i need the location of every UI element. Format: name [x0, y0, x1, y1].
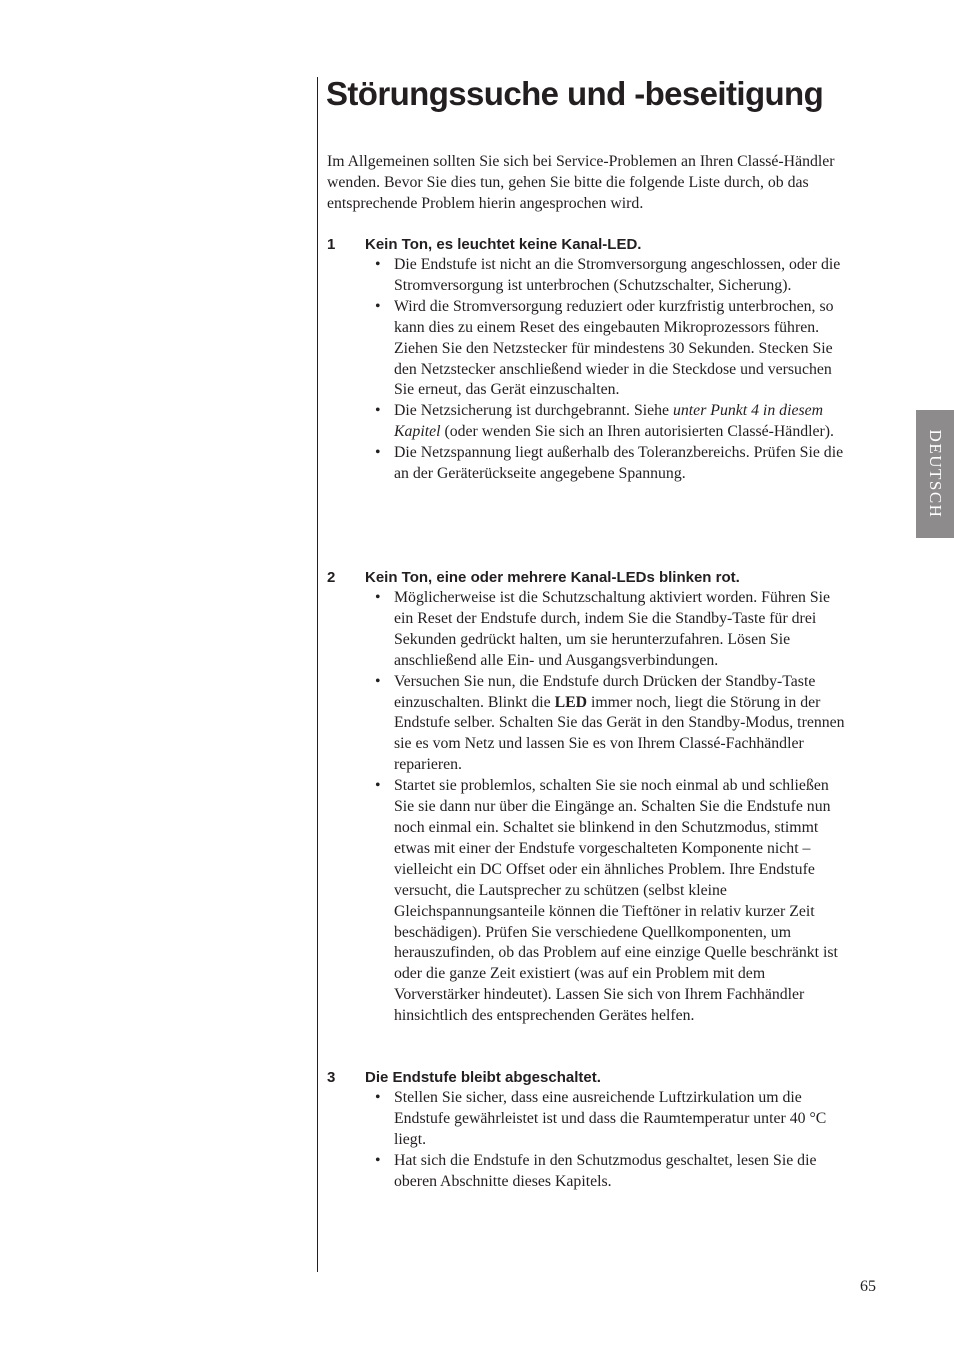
bullet-icon: • — [375, 297, 381, 315]
bullet-list — [327, 1088, 847, 1193]
section-heading — [327, 234, 847, 255]
language-tab — [916, 410, 954, 538]
bullet-icon: • — [375, 402, 381, 420]
bullet-icon: • — [375, 589, 381, 606]
bullet-list — [327, 588, 847, 1027]
list-item-text: Die Netzspannung liegt außerhalb des Toleranzbereichs. Prüfen Sie die an der Geräterückseite angegebene Spannung. — [394, 444, 844, 483]
list-item — [327, 401, 847, 443]
list-item — [327, 1151, 847, 1193]
section-title: Kein Ton, es leuchtet keine Kanal-LED. — [365, 236, 642, 253]
list-item-text: Die Endstufe ist nicht an die Stromversorgung angeschlossen, oder die Stromversorgung ist unterbrochen (Schutzschalter, Sicherung). — [394, 256, 841, 294]
bullet-icon: • — [375, 444, 381, 462]
section-number: 1 — [327, 236, 336, 253]
bullet-list — [327, 255, 847, 485]
language-tab-label: DEUTSCH — [926, 429, 945, 519]
list-item — [327, 1088, 847, 1151]
section-title: Die Endstufe bleibt abgeschaltet. — [365, 1069, 601, 1086]
list-item-text: Möglicherweise ist die Schutzschaltung aktiviert worden. Führen Sie ein Reset der Endstufe durch, indem Sie die Standby-Taste für drei Sekunden gedrückt halten, um sie herunterzufahren. Lösen Sie anschließend alle Ein- und Ausgangsverbindungen. — [394, 589, 831, 669]
list-item — [327, 297, 847, 402]
cross-reference: unter Punkt 4 in diesem Kapitel — [394, 402, 824, 441]
margin-rule — [317, 77, 318, 1272]
list-item-text: Die Netzsicherung ist durchgebrannt. Siehe — [394, 402, 673, 420]
section-2 — [327, 567, 847, 1027]
list-item-text: Wird die Stromversorgung reduziert oder kurzfristig unterbrochen, so kann dies zu einem Reset des eingebauten Mikroprozessors führen. Ziehen Sie den Netzstecker für mindestens 30 Sekunden. Stecken Sie den Netzstecker anschließend wieder in die Steckdose und versuchen Sie erneut, das Gerät einzuschalten. — [394, 297, 834, 399]
list-item-text: immer noch, liegt die Störung in der Endstufe selber. Schalten Sie das Gerät in den Standby-Modus, trennen sie es vom Netz und lassen Sie es von Ihrem Classé-Fachhändler reparieren. — [394, 693, 845, 774]
section-3 — [327, 1067, 847, 1193]
section-1 — [327, 234, 847, 485]
bullet-icon: • — [375, 1089, 381, 1106]
list-item — [327, 776, 847, 1027]
page-title: Störungssuche und -beseitigung — [326, 75, 824, 112]
bullet-icon: • — [375, 1151, 381, 1169]
section-number: 2 — [327, 569, 336, 586]
list-item-text: Stellen Sie sicher, dass eine ausreichende Luftzirkulation um die Endstufe gewährleistet ist und dass die Raumtemperatur unter 40 °C liegt. — [394, 1089, 827, 1148]
page-number: 65 — [860, 1278, 876, 1295]
intro-paragraph: Im Allgemeinen sollten Sie sich bei Service-Problemen an Ihren Classé-Händler wenden. Bevor Sie dies tun, gehen Sie bitte die folgende Liste durch, ob das entsprechende Problem hierin angesprochen wird. — [327, 153, 835, 212]
bullet-icon: • — [375, 256, 381, 273]
section-title: Kein Ton, eine oder mehrere Kanal-LEDs blinken rot. — [365, 569, 740, 586]
list-item-text: Startet sie problemlos, schalten Sie sie noch einmal ab und schließen Sie sie dann nur über die Eingänge an. Schalten Sie die Endstufe nun noch einmal ein. Schaltet sie blinkend in den Schutzmodus, stimmt etwas mit einer der Endstufe vorgeschalteten Komponente nicht – vielleicht ein DC Offset oder ein ähnliches Problem. Ihre Endstufe versucht, die Lautsprecher zu schützen (selbst kleine Gleichspannungsanteile können die Tieftöner in relativ kurzer Zeit beschädigen). Prüfen Sie verschiedene Quellkomponenten, um herauszufinden, ob das Problem auf eine einzige Quelle beschränkt ist oder die ganze Zeit existiert (was auf ein Problem mit dem Vorverstärker hindeutet). Lassen Sie sich von Ihrem Fachhändler hinsichtlich des entsprechenden Gerätes helfen. — [394, 777, 838, 1025]
list-item — [327, 588, 847, 672]
list-item — [327, 255, 847, 297]
section-heading — [327, 567, 847, 588]
section-heading — [327, 1067, 847, 1088]
list-item-text: Versuchen Sie nun, die Endstufe durch Drücken der Standby-Taste einzuschalten. Blinkt die — [394, 672, 816, 711]
bullet-icon: • — [375, 777, 381, 795]
list-item-text: Hat sich die Endstufe in den Schutzmodus geschaltet, lesen Sie die oberen Abschnitte dieses Kapitels. — [394, 1151, 817, 1190]
list-item-text: (oder wenden Sie sich an Ihren autorisierten Classé-Händler). — [440, 423, 834, 441]
led-emphasis: LED — [554, 693, 588, 711]
bullet-icon: • — [375, 672, 381, 690]
list-item — [327, 672, 847, 777]
section-number: 3 — [327, 1069, 336, 1086]
list-item — [327, 443, 847, 485]
